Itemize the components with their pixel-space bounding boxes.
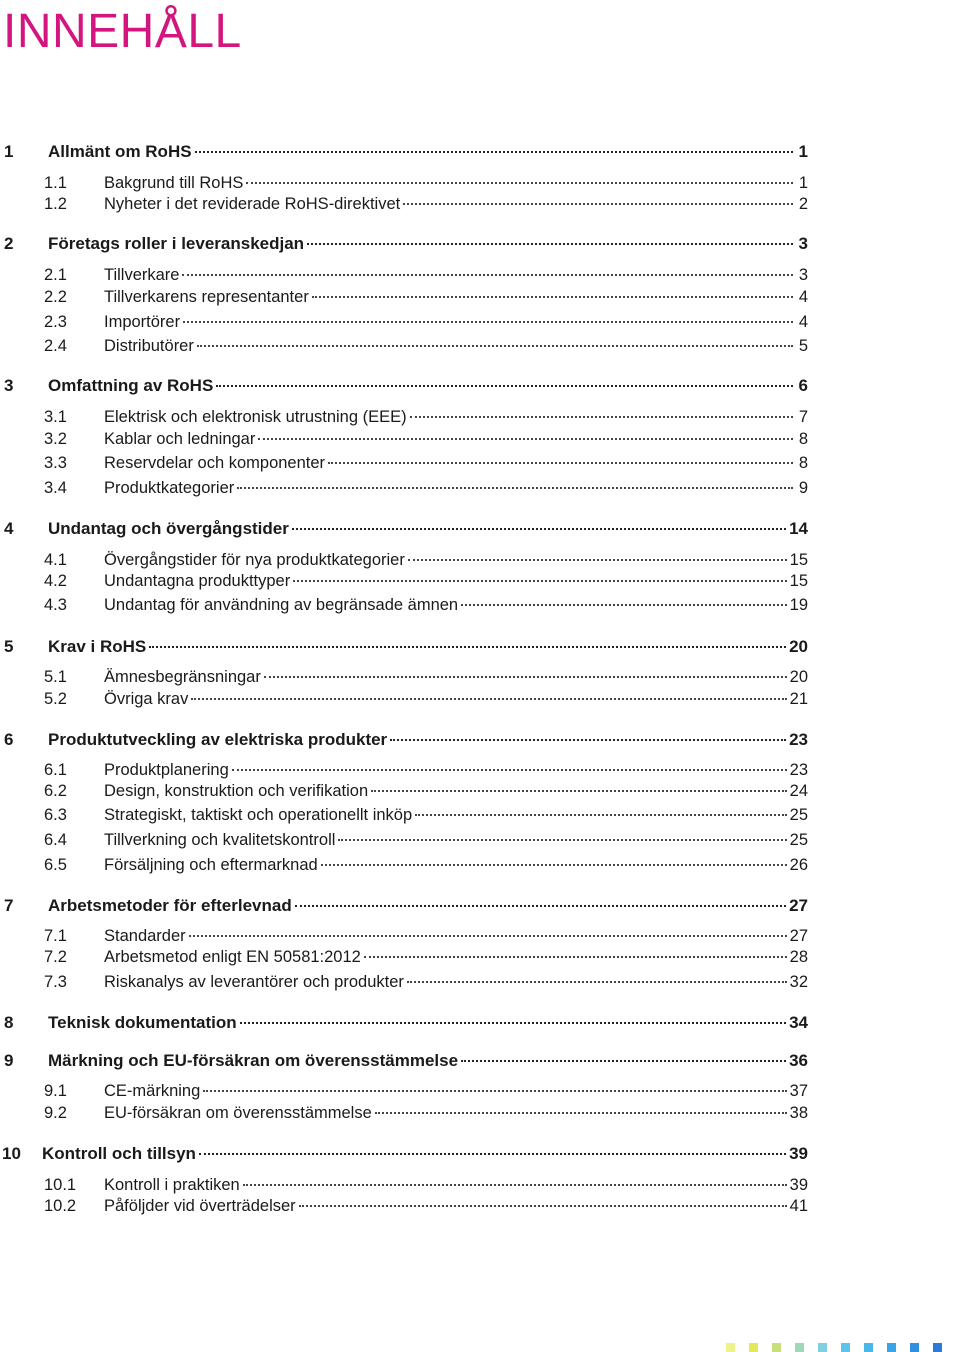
toc-entry-title: Design, konstruktion och verifikation xyxy=(104,782,369,800)
toc-entry-number: 3.1 xyxy=(44,408,67,426)
toc-dot-leader xyxy=(408,559,787,561)
toc-section-entry[interactable] xyxy=(0,406,808,428)
toc-dot-leader xyxy=(292,528,786,530)
toc-page-number: 39 xyxy=(789,1144,808,1163)
toc-section-entry[interactable] xyxy=(0,570,808,592)
toc-entry-title: Reservdelar och komponenter xyxy=(104,454,326,472)
toc-entry-title: Omfattning av RoHS xyxy=(48,376,214,395)
toc-dot-leader xyxy=(243,1184,787,1186)
toc-page-number: 8 xyxy=(798,430,808,448)
toc-dot-leader xyxy=(189,935,787,937)
toc-entry-number: 9.1 xyxy=(44,1082,67,1100)
toc-page-number: 9 xyxy=(798,479,808,497)
toc-chapter-entry[interactable] xyxy=(0,233,808,255)
toc-entry-number: 7.1 xyxy=(44,927,67,945)
toc-dot-leader xyxy=(415,814,786,816)
toc-entry-title: Övergångstider för nya produktkategorier xyxy=(104,551,405,569)
toc-dot-leader xyxy=(312,296,793,298)
toc-page-number: 3 xyxy=(798,234,808,253)
toc-entry-title: Allmänt om RoHS xyxy=(48,142,192,161)
toc-page-number: 20 xyxy=(789,668,808,686)
toc-entry-number: 2.2 xyxy=(44,288,67,306)
toc-entry-number: 6.2 xyxy=(44,782,67,800)
toc-dot-leader xyxy=(364,956,787,958)
footer-color-square xyxy=(749,1343,758,1352)
toc-entry-number: 3.4 xyxy=(44,479,67,497)
toc-entry-title: Påföljder vid överträdelser xyxy=(104,1197,296,1215)
toc-entry-title: Elektrisk och elektronisk utrustning (EEE) xyxy=(104,408,407,426)
toc-entry-number: 8 xyxy=(4,1013,14,1032)
toc-entry-number: 2.4 xyxy=(44,337,67,355)
toc-page-number: 8 xyxy=(798,454,808,472)
toc-section-entry[interactable] xyxy=(0,1195,808,1217)
toc-page-number: 14 xyxy=(789,519,808,538)
toc-entry-title: Nyheter i det reviderade RoHS-direktivet xyxy=(104,195,401,213)
toc-dot-leader xyxy=(191,698,786,700)
toc-section-entry[interactable] xyxy=(0,829,808,851)
toc-dot-leader xyxy=(183,321,793,323)
toc-section-entry[interactable] xyxy=(0,311,808,333)
toc-entry-number: 4.1 xyxy=(44,551,67,569)
toc-section-entry[interactable] xyxy=(0,946,808,968)
toc-entry-title: Kontroll och tillsyn xyxy=(42,1144,196,1163)
toc-section-entry[interactable] xyxy=(0,854,808,876)
toc-chapter-entry[interactable] xyxy=(0,518,808,540)
toc-dot-leader xyxy=(246,182,793,184)
toc-entry-title: Importörer xyxy=(104,313,181,331)
toc-dot-leader xyxy=(293,580,786,582)
toc-entry-number: 2 xyxy=(4,234,14,253)
toc-page-number: 23 xyxy=(789,761,808,779)
toc-entry-title: Teknisk dokumentation xyxy=(48,1013,237,1032)
toc-section-entry[interactable] xyxy=(0,1102,808,1124)
toc-page-number: 1 xyxy=(798,174,808,192)
footer-color-square xyxy=(933,1343,942,1352)
toc-entry-title: Övriga krav xyxy=(104,690,189,708)
toc-entry-number: 1 xyxy=(4,142,14,161)
toc-section-entry[interactable] xyxy=(0,804,808,826)
toc-entry-title: EU-försäkran om överensstämmelse xyxy=(104,1104,372,1122)
toc-page-number: 25 xyxy=(789,806,808,824)
toc-dot-leader xyxy=(199,1153,786,1155)
toc-dot-leader xyxy=(264,676,787,678)
page-title: INNEHÅLL xyxy=(3,5,242,58)
toc-page-number: 28 xyxy=(789,948,808,966)
toc-section-entry[interactable] xyxy=(0,477,808,499)
toc-page-number: 38 xyxy=(789,1104,808,1122)
toc-page-number: 36 xyxy=(789,1051,808,1070)
toc-entry-number: 6.1 xyxy=(44,761,67,779)
toc-dot-leader xyxy=(390,739,786,741)
toc-dot-leader xyxy=(237,487,793,489)
toc-entry-title: Bakgrund till RoHS xyxy=(104,174,244,192)
toc-entry-number: 2.3 xyxy=(44,313,67,331)
toc-entry-number: 5.2 xyxy=(44,690,67,708)
toc-dot-leader xyxy=(258,438,793,440)
toc-entry-number: 3.2 xyxy=(44,430,67,448)
toc-chapter-entry[interactable] xyxy=(0,729,808,751)
footer-color-square xyxy=(772,1343,781,1352)
toc-section-entry[interactable] xyxy=(0,666,808,688)
toc-entry-number: 6 xyxy=(4,730,14,749)
toc-dot-leader xyxy=(232,769,787,771)
toc-page-number: 41 xyxy=(789,1197,808,1215)
footer-color-square xyxy=(726,1343,735,1352)
toc-entry-title: Undantag för användning av begränsade ämnen xyxy=(104,596,459,614)
toc-entry-number: 10.2 xyxy=(44,1197,77,1215)
toc-entry-number: 5.1 xyxy=(44,668,67,686)
toc-page-number: 5 xyxy=(798,337,808,355)
footer-color-square xyxy=(887,1343,896,1352)
footer-color-square xyxy=(818,1343,827,1352)
toc-page-number: 26 xyxy=(789,856,808,874)
toc-section-entry[interactable] xyxy=(0,335,808,357)
footer-color-square xyxy=(864,1343,873,1352)
footer-color-squares xyxy=(726,1343,942,1352)
toc-page-number: 1 xyxy=(798,142,808,161)
toc-dot-leader xyxy=(461,1060,786,1062)
footer-color-square xyxy=(910,1343,919,1352)
toc-page-number: 23 xyxy=(789,730,808,749)
footer-color-square xyxy=(795,1343,804,1352)
toc-chapter-entry[interactable] xyxy=(0,141,808,163)
toc-entry-title: Standarder xyxy=(104,927,186,945)
toc-section-entry[interactable] xyxy=(0,688,808,710)
toc-dot-leader xyxy=(299,1205,787,1207)
toc-dot-leader xyxy=(149,646,786,648)
toc-entry-title: Tillverkare xyxy=(104,266,180,284)
toc-entry-title: Riskanalys av leverantörer och produkter xyxy=(104,973,404,991)
toc-dot-leader xyxy=(375,1112,787,1114)
toc-entry-number: 2.1 xyxy=(44,266,67,284)
toc-entry-title: Kablar och ledningar xyxy=(104,430,256,448)
toc-page-number: 27 xyxy=(789,927,808,945)
toc-section-entry[interactable] xyxy=(0,780,808,802)
toc-dot-leader xyxy=(338,839,786,841)
toc-entry-title: Arbetsmetod enligt EN 50581:2012 xyxy=(104,948,361,966)
toc-entry-number: 9.2 xyxy=(44,1104,67,1122)
toc-entry-number: 10.1 xyxy=(44,1176,77,1194)
toc-section-entry[interactable] xyxy=(0,594,808,616)
toc-section-entry[interactable] xyxy=(0,264,808,286)
toc-page-number: 32 xyxy=(789,973,808,991)
toc-entry-title: Kontroll i praktiken xyxy=(104,1176,240,1194)
toc-section-entry[interactable] xyxy=(0,759,808,781)
toc-dot-leader xyxy=(195,151,793,153)
toc-entry-title: Produktutveckling av elektriska produkter xyxy=(48,730,388,749)
toc-section-entry[interactable] xyxy=(0,172,808,194)
toc-entry-title: Undantag och övergångstider xyxy=(48,519,289,538)
footer-color-square xyxy=(841,1343,850,1352)
toc-entry-number: 4.2 xyxy=(44,572,67,590)
toc-dot-leader xyxy=(182,274,793,276)
toc-page-number: 15 xyxy=(789,572,808,590)
toc-entry-title: Distributörer xyxy=(104,337,194,355)
toc-section-entry[interactable] xyxy=(0,428,808,450)
toc-section-entry[interactable] xyxy=(0,971,808,993)
toc-section-entry[interactable] xyxy=(0,286,808,308)
toc-chapter-entry[interactable] xyxy=(0,375,808,397)
toc-chapter-entry[interactable] xyxy=(0,895,808,917)
toc-page-number: 27 xyxy=(789,896,808,915)
toc-page-number: 6 xyxy=(798,376,808,395)
toc-entry-number: 7.2 xyxy=(44,948,67,966)
toc-entry-title: Krav i RoHS xyxy=(48,637,147,656)
toc-page-number: 37 xyxy=(789,1082,808,1100)
toc-entry-title: Arbetsmetoder för efterlevnad xyxy=(48,896,292,915)
toc-entry-title: Företags roller i leveranskedjan xyxy=(48,234,305,253)
toc-entry-title: Försäljning och eftermarknad xyxy=(104,856,318,874)
toc-dot-leader xyxy=(371,790,787,792)
toc-page-number: 34 xyxy=(789,1013,808,1032)
toc-page-number: 3 xyxy=(798,266,808,284)
toc-dot-leader xyxy=(307,243,793,245)
toc-entry-title: CE-märkning xyxy=(104,1082,201,1100)
toc-dot-leader xyxy=(328,462,793,464)
toc-entry-title: Tillverkning och kvalitetskontroll xyxy=(104,831,336,849)
toc-section-entry[interactable] xyxy=(0,549,808,571)
toc-dot-leader xyxy=(461,604,787,606)
toc-page-number: 4 xyxy=(798,288,808,306)
toc-chapter-entry[interactable] xyxy=(0,1143,808,1165)
toc-entry-title: Ämnesbegränsningar xyxy=(104,668,261,686)
toc-section-entry[interactable] xyxy=(0,925,808,947)
toc-chapter-entry[interactable] xyxy=(0,1050,808,1072)
toc-entry-title: Märkning och EU-försäkran om överensstämmelse xyxy=(48,1051,459,1070)
toc-dot-leader xyxy=(203,1090,786,1092)
toc-section-entry[interactable] xyxy=(0,1080,808,1102)
toc-page-number: 25 xyxy=(789,831,808,849)
toc-entry-number: 4.3 xyxy=(44,596,67,614)
toc-page-number: 20 xyxy=(789,637,808,656)
toc-entry-number: 4 xyxy=(4,519,14,538)
toc-section-entry[interactable] xyxy=(0,1174,808,1196)
toc-entry-number: 5 xyxy=(4,637,14,656)
toc-entry-title: Undantagna produkttyper xyxy=(104,572,291,590)
toc-entry-title: Tillverkarens representanter xyxy=(104,288,309,306)
toc-dot-leader xyxy=(216,385,793,387)
toc-page-number: 39 xyxy=(789,1176,808,1194)
toc-entry-number: 1.2 xyxy=(44,195,67,213)
toc-page-number: 7 xyxy=(798,408,808,426)
toc-dot-leader xyxy=(403,203,793,205)
toc-page-number: 4 xyxy=(798,313,808,331)
toc-section-entry[interactable] xyxy=(0,193,808,215)
toc-dot-leader xyxy=(321,864,787,866)
toc-entry-number: 3 xyxy=(4,376,14,395)
toc-dot-leader xyxy=(407,981,787,983)
toc-chapter-entry[interactable] xyxy=(0,636,808,658)
toc-entry-number: 6.3 xyxy=(44,806,67,824)
toc-page-number: 19 xyxy=(789,596,808,614)
toc-dot-leader xyxy=(410,416,793,418)
toc-page-number: 2 xyxy=(798,195,808,213)
toc-entry-number: 1.1 xyxy=(44,174,67,192)
toc-entry-number: 6.5 xyxy=(44,856,67,874)
toc-entry-title: Strategiskt, taktiskt och operationellt inköp xyxy=(104,806,413,824)
toc-entry-title: Produktkategorier xyxy=(104,479,235,497)
toc-entry-number: 7 xyxy=(4,896,14,915)
toc-entry-number: 6.4 xyxy=(44,831,67,849)
toc-dot-leader xyxy=(295,905,786,907)
toc-dot-leader xyxy=(240,1022,786,1024)
toc-entry-number: 3.3 xyxy=(44,454,67,472)
toc-entry-number: 10 xyxy=(2,1144,21,1163)
toc-entry-number: 9 xyxy=(4,1051,14,1070)
toc-page-number: 15 xyxy=(789,551,808,569)
toc-page-number: 21 xyxy=(789,690,808,708)
toc-entry-title: Produktplanering xyxy=(104,761,229,779)
toc-page-number: 24 xyxy=(789,782,808,800)
toc-dot-leader xyxy=(197,345,793,347)
toc-chapter-entry[interactable] xyxy=(0,1012,808,1034)
toc-entry-number: 7.3 xyxy=(44,973,67,991)
toc-section-entry[interactable] xyxy=(0,452,808,474)
